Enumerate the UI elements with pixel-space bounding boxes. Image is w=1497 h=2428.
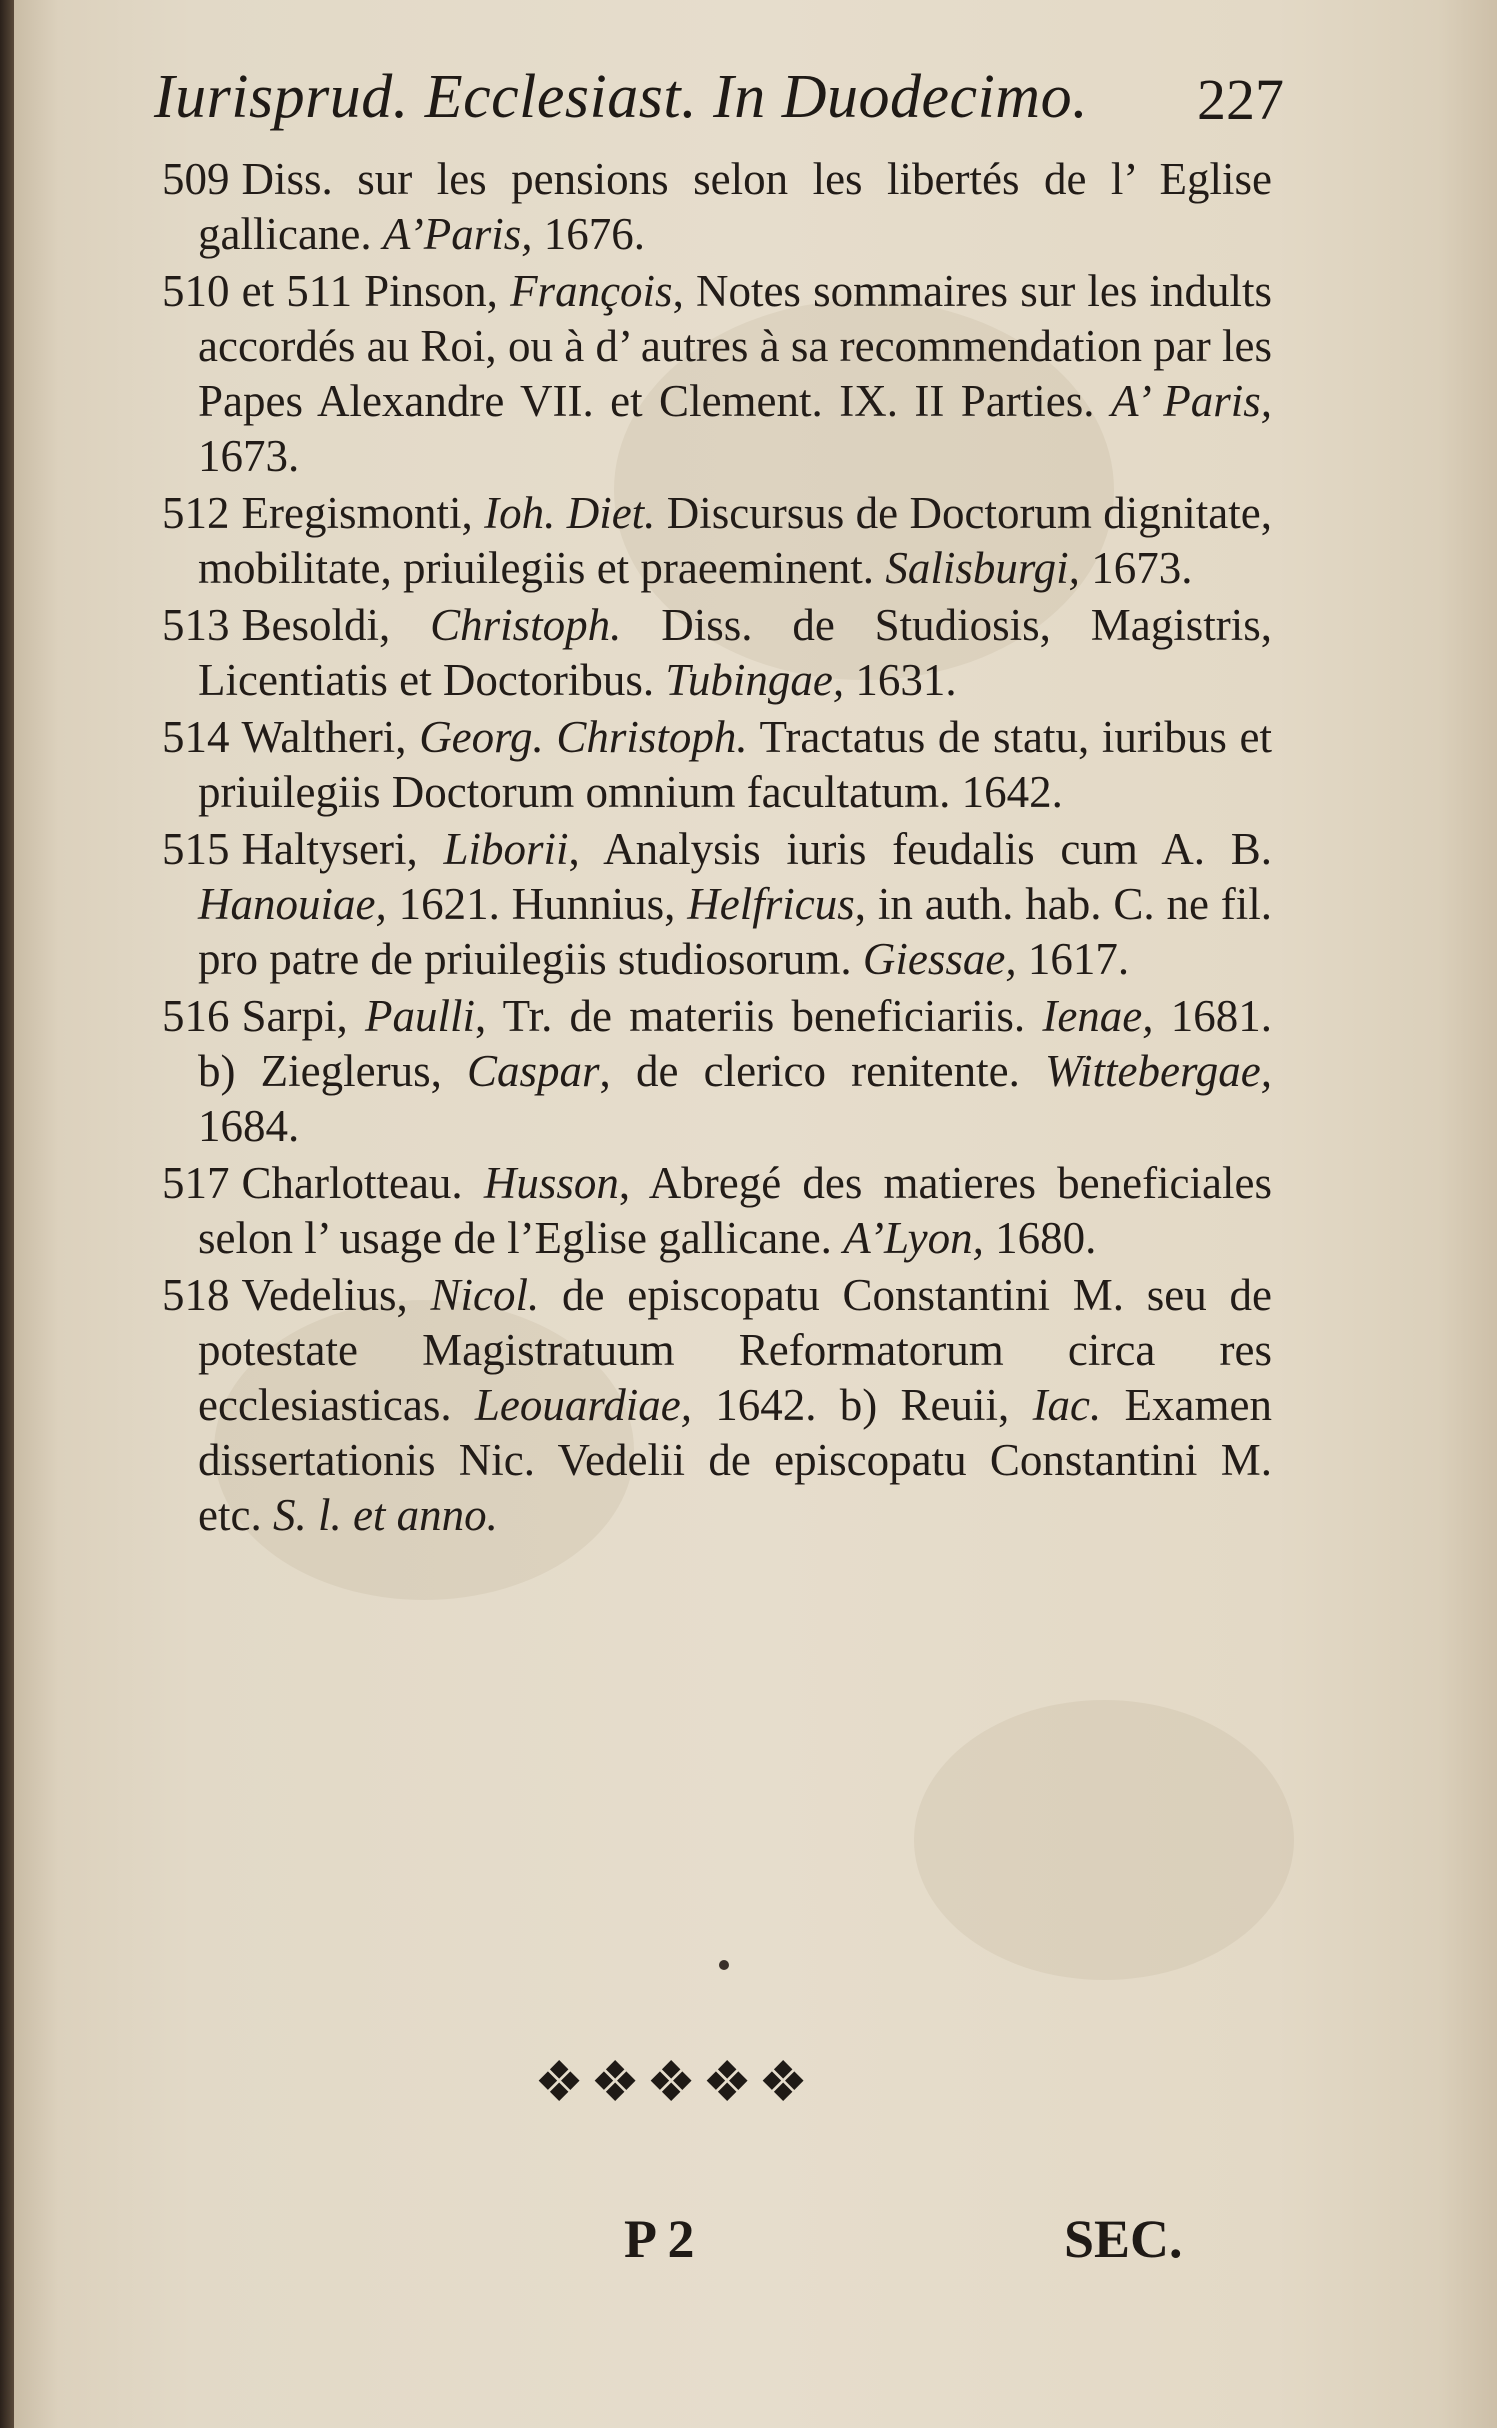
entry-text: 1621. Hunnius, [386, 879, 688, 929]
catalogue-entry [162, 486, 1272, 596]
fleuron-icon: ❖ [758, 2050, 809, 2115]
catalogue-entry [162, 152, 1272, 262]
book-page [14, 0, 1497, 2428]
paper-stain [914, 1700, 1294, 1980]
entry-italic-text: Salisburgi, [885, 543, 1080, 593]
entry-text: Tractatus de statu, iuribus et priuilegiis Doctorum omnium facultatum. 1642. [198, 712, 1272, 817]
entry-italic-text: Giessae, [862, 934, 1017, 984]
entry-text: 1681. b) Zieglerus, [198, 991, 1272, 1096]
entry-text: , Tr. de materiis beneficiariis. [474, 991, 1043, 1041]
entry-number: 518 [162, 1270, 230, 1320]
ink-speck [719, 1960, 729, 1970]
catalogue-entry [162, 710, 1272, 820]
entry-text: Pinson, [364, 266, 511, 316]
entry-italic-text: Ienae, [1042, 991, 1154, 1041]
entry-number: 509 [162, 154, 230, 204]
entry-italic-text: Leouardiae, [474, 1380, 692, 1430]
fleuron-icon: ❖ [646, 2050, 697, 2115]
entry-text: 1676. [532, 209, 645, 259]
entry-italic-text: S. l. et anno. [272, 1490, 498, 1540]
catalogue-entry [162, 264, 1272, 484]
entry-text: 1673. [198, 431, 300, 481]
entry-number: 514 [162, 712, 230, 762]
catalogue-entry [162, 598, 1272, 708]
entry-italic-text: Hanouiae, [198, 879, 387, 929]
entry-text: 1631. [844, 655, 957, 705]
entry-italic-text: François [510, 266, 673, 316]
entry-text: Sarpi, [241, 991, 365, 1041]
page-number: 227 [1197, 67, 1284, 132]
entry-text: 1642. b) Reuii, [691, 1380, 1033, 1430]
running-head-title: Iurisprud. Ecclesiast. In Duodecimo. [154, 63, 1089, 131]
entry-italic-text: A’ Paris, [1110, 376, 1272, 426]
entry-text: , in auth. hab. C. ne fil. pro patre de priuilegiis studiosorum. [198, 879, 1272, 984]
fleuron-icon: ❖ [590, 2050, 641, 2115]
entry-italic-text: Ioh. Diet. [484, 488, 656, 538]
entry-italic-text: Paulli [364, 991, 475, 1041]
catalogue-entry [162, 989, 1272, 1154]
catalogue-entry [162, 1156, 1272, 1266]
catalogue-entry [162, 1268, 1272, 1543]
entry-text: 1673. [1079, 543, 1193, 593]
entry-text: de episcopatu Constantini M. seu de potestate Magistratuum Reformatorum circa res ecclesiasticas. [198, 1270, 1272, 1430]
entry-number: 510 et 511 [162, 266, 353, 316]
book-spine-shadow [0, 0, 14, 2428]
entry-italic-text: Christoph. [430, 600, 622, 650]
entry-italic-text: Liborii [443, 824, 569, 874]
printer-ornament [534, 2050, 808, 2130]
entry-italic-text: A’Paris, [382, 209, 533, 259]
entry-number: 513 [162, 600, 230, 650]
entry-text: Diss. de Studiosis, Magistris, Licentiatis et Doctoribus. [198, 600, 1272, 705]
entry-italic-text: Georg. Christoph. [419, 712, 748, 762]
fleuron-icon: ❖ [702, 2050, 753, 2115]
entry-italic-text: Iac. [1032, 1380, 1102, 1430]
entry-italic-text: A’Lyon, [843, 1213, 984, 1263]
entry-text: Vedelius, [241, 1270, 431, 1320]
entry-number: 512 [162, 488, 230, 538]
catalogue-entry [162, 822, 1272, 987]
entry-number: 516 [162, 991, 230, 1041]
running-head [154, 62, 1284, 142]
entry-text: Waltheri, [241, 712, 420, 762]
catchword: SEC. [1064, 2209, 1183, 2269]
fleuron-icon: ❖ [534, 2050, 585, 2115]
entry-text: 1617. [1016, 934, 1130, 984]
entry-italic-text: Nicol. [430, 1270, 540, 1320]
entry-italic-text: Wittebergae, [1044, 1046, 1273, 1096]
entry-text: Haltyseri, [241, 824, 444, 874]
entry-italic-text: Tubingae, [665, 655, 845, 705]
entry-italic-text: Caspar [467, 1046, 600, 1096]
entry-text: , Analysis iuris feudalis cum A. B. [568, 824, 1272, 874]
entry-number: 517 [162, 1158, 230, 1208]
entry-text: , Abregé des matieres beneficiales selon l’ usage de l’Eglise gallicane. [198, 1158, 1272, 1263]
entry-number: 515 [162, 824, 230, 874]
entry-text: 1680. [983, 1213, 1097, 1263]
entry-text: Eregismonti, [241, 488, 485, 538]
entry-text: 1684. [198, 1101, 300, 1151]
entry-text: Besoldi, [241, 600, 431, 650]
entry-italic-text: Husson [483, 1158, 619, 1208]
signature-mark: P 2 [624, 2209, 695, 2269]
entry-text: Charlotteau. [241, 1158, 484, 1208]
entry-text: Examen dissertationis Nic. Vedelii de episcopatu Constantini M. etc. [198, 1380, 1272, 1540]
entry-text: Diss. sur les pensions selon les libertés de l’ Eglise gallicane. [198, 154, 1272, 259]
entry-text: , Notes sommaires sur les indults accordés au Roi, ou à d’ autres à sa recommendation par les Papes Alexandre VII. et Clement. IX. II Parties. [198, 266, 1272, 426]
entry-text: Discursus de Doctorum dignitate, mobilitate, priuilegiis et praeeminent. [198, 488, 1273, 593]
entry-text: , de clerico renitente. [599, 1046, 1045, 1096]
entry-italic-text: Helfricus [687, 879, 855, 929]
catalogue-entries [162, 152, 1272, 1545]
